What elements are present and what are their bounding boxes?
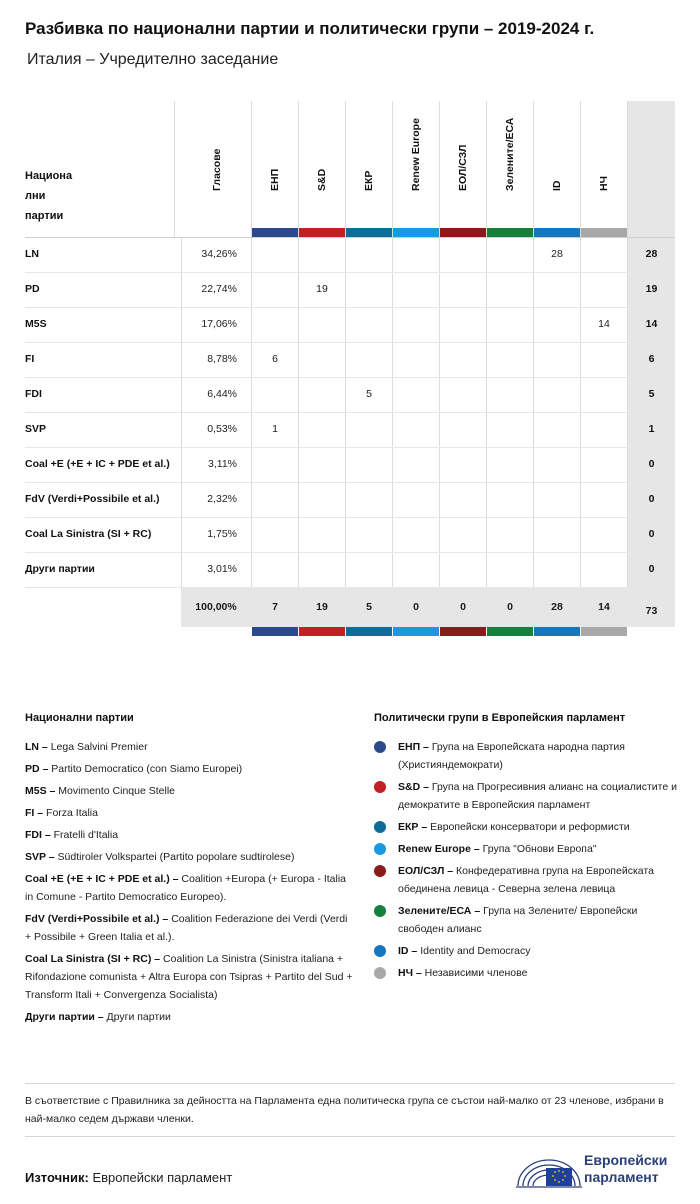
legend-dash: – bbox=[151, 953, 164, 965]
group-color-bar bbox=[346, 627, 392, 636]
legend-group-item bbox=[374, 902, 679, 938]
group-color-bar bbox=[487, 228, 533, 237]
legend-national bbox=[25, 738, 355, 1030]
row-divider bbox=[25, 307, 675, 308]
legend-desc: Група на Прогресивния алианс на социалистите и демократите в Европейския парламент bbox=[398, 781, 677, 811]
row-divider bbox=[25, 482, 675, 483]
seats-total: 19 bbox=[645, 283, 658, 295]
column-divider bbox=[174, 101, 175, 237]
legend-dash: – bbox=[39, 763, 52, 775]
legend-desc: Forza Italia bbox=[46, 807, 98, 819]
group-color-bar bbox=[487, 627, 533, 636]
legend-group-item bbox=[374, 942, 679, 960]
source bbox=[25, 1170, 232, 1185]
legend-dash: – bbox=[39, 741, 51, 753]
vote-share: 22,74% bbox=[201, 283, 237, 295]
seats-total: 0 bbox=[648, 458, 655, 470]
group-header-label: ЕОЛ/СЗЛ bbox=[457, 144, 469, 191]
group-column-header bbox=[594, 108, 614, 203]
page-title: Разбивка по национални партии и политически групи – 2019-2024 г. bbox=[25, 19, 595, 38]
seats-total: 28 bbox=[645, 248, 658, 260]
legend-abbr: SVP bbox=[25, 851, 46, 863]
legend-abbr: Renew Europe bbox=[398, 843, 471, 855]
header-divider bbox=[25, 237, 675, 238]
group-total: 0 bbox=[507, 601, 513, 613]
logo-line: Европейски bbox=[584, 1152, 668, 1168]
legend-dash: – bbox=[34, 807, 47, 819]
vote-share: 34,26% bbox=[201, 248, 237, 260]
votes-header-label: Гласове bbox=[211, 148, 223, 191]
seat-cell: 19 bbox=[316, 283, 328, 295]
party-name: LN bbox=[25, 248, 39, 260]
row-divider bbox=[25, 587, 675, 588]
group-header-label: Зелените/ЕСА bbox=[504, 117, 516, 191]
group-header-label: S&D bbox=[316, 168, 328, 191]
legend-desc: Европейски консерватори и реформисти bbox=[430, 821, 630, 833]
legend-abbr: S&D bbox=[398, 781, 421, 793]
group-color-dot-icon bbox=[374, 905, 386, 917]
legend-dash: – bbox=[41, 829, 54, 841]
column-divider bbox=[439, 101, 440, 587]
seats-total: 0 bbox=[648, 563, 655, 575]
legend-national-item bbox=[25, 950, 355, 1004]
column-divider bbox=[627, 101, 628, 587]
legend-dash: – bbox=[420, 741, 432, 753]
legend-abbr: PD bbox=[25, 763, 40, 775]
legend-abbr: Coal +E (+E + IC + PDE et al.) bbox=[25, 873, 170, 885]
group-total: 28 bbox=[551, 601, 563, 613]
group-color-dot-icon bbox=[374, 945, 386, 957]
legend-dash: – bbox=[444, 865, 457, 877]
legend-abbr: M5S bbox=[25, 785, 47, 797]
legend-dash: – bbox=[169, 873, 182, 885]
legend-dash: – bbox=[94, 1011, 107, 1023]
vote-share: 1,75% bbox=[207, 528, 237, 540]
group-total: 5 bbox=[366, 601, 372, 613]
legend-national-item bbox=[25, 826, 355, 844]
legend-group-item bbox=[374, 818, 679, 836]
legend-desc: Lega Salvini Premier bbox=[50, 741, 148, 753]
group-total: 7 bbox=[272, 601, 278, 613]
legend-desc: Други партии bbox=[106, 1011, 171, 1023]
column-divider bbox=[533, 101, 534, 587]
group-color-bar bbox=[252, 627, 298, 636]
legend-abbr: Coal La Sinistra (SI + RC) bbox=[25, 953, 152, 965]
legend-groups bbox=[374, 738, 679, 986]
legend-desc: Независими членове bbox=[424, 967, 528, 979]
legend-national-item bbox=[25, 870, 355, 906]
vote-share: 8,78% bbox=[207, 353, 237, 365]
row-divider bbox=[25, 342, 675, 343]
vote-share: 6,44% bbox=[207, 388, 237, 400]
legend-dash: – bbox=[418, 821, 431, 833]
legend-desc: Coalition La Sinistra (Sinistra italiana + Rifondazione comunista + Altra Europa con Tsipras + Partito del Sud + Transform Itali + Convergenza Socialista) bbox=[25, 953, 353, 1001]
legend-dash: – bbox=[159, 913, 172, 925]
vote-share: 2,32% bbox=[207, 493, 237, 505]
legend-dash: – bbox=[46, 785, 59, 797]
legend-desc: Coalition Federazione dei Verdi (Verdi + Possibile + Green Italia et al.). bbox=[25, 913, 348, 943]
seats-total: 1 bbox=[648, 423, 655, 435]
group-header-label: ID bbox=[551, 180, 563, 191]
group-header-label: НЧ bbox=[598, 176, 610, 191]
legend-desc: Група "Обнови Европа" bbox=[482, 843, 597, 855]
legend-national-item bbox=[25, 804, 355, 822]
legend-desc: Конфедеративна група на Европейската обединена левица - Северна зелена левица bbox=[398, 865, 654, 895]
national-parties-header bbox=[25, 166, 72, 226]
page-subtitle: Италия – Учредително заседание bbox=[27, 51, 279, 68]
seats-total: 0 bbox=[648, 493, 655, 505]
legend-dash: – bbox=[471, 905, 484, 917]
group-color-bar bbox=[299, 228, 345, 237]
vote-share: 17,06% bbox=[201, 318, 237, 330]
legend-dash: – bbox=[408, 945, 421, 957]
seats-total: 0 bbox=[648, 528, 655, 540]
legend-desc: Fratelli d'Italia bbox=[53, 829, 119, 841]
party-name: FDI bbox=[25, 388, 42, 400]
ep-logo-text bbox=[584, 1152, 667, 1186]
legend-abbr: Други партии bbox=[25, 1011, 95, 1023]
legend-national-item bbox=[25, 1008, 355, 1026]
party-name: FI bbox=[25, 353, 35, 365]
party-name: Coal La Sinistra (SI + RC) bbox=[25, 528, 152, 540]
source-value: Европейски парламент bbox=[92, 1170, 233, 1185]
group-color-bar bbox=[581, 627, 627, 636]
group-header-label: ЕКР bbox=[363, 170, 375, 191]
row-divider bbox=[25, 412, 675, 413]
column-divider bbox=[392, 101, 393, 587]
legend-desc: Südtiroler Volkspartei (Partito popolare sudtirolese) bbox=[57, 851, 295, 863]
column-divider bbox=[251, 101, 252, 587]
group-color-bar bbox=[534, 627, 580, 636]
group-total: 14 bbox=[598, 601, 610, 613]
group-color-dot-icon bbox=[374, 781, 386, 793]
legend-group-item bbox=[374, 778, 679, 814]
party-name: Coal +E (+E + IC + PDE et al.) bbox=[25, 458, 170, 470]
seat-cell: 1 bbox=[272, 423, 278, 435]
vote-share: 3,11% bbox=[208, 458, 237, 470]
group-color-bar bbox=[252, 228, 298, 237]
legend-abbr: ЕКР bbox=[398, 821, 419, 833]
national-header-line: партии bbox=[25, 210, 64, 222]
row-divider bbox=[25, 377, 675, 378]
legend-group-item bbox=[374, 738, 679, 774]
legend-dash: – bbox=[412, 967, 425, 979]
legend-abbr: FI bbox=[25, 807, 35, 819]
group-color-bar bbox=[440, 627, 486, 636]
seat-cell: 5 bbox=[366, 388, 372, 400]
group-column-header bbox=[359, 108, 379, 203]
group-color-dot-icon bbox=[374, 967, 386, 979]
legend-group-item bbox=[374, 964, 679, 982]
seat-cell: 6 bbox=[272, 353, 278, 365]
group-color-dot-icon bbox=[374, 821, 386, 833]
column-divider bbox=[486, 101, 487, 587]
row-divider bbox=[25, 552, 675, 553]
logo-line: парламент bbox=[584, 1169, 659, 1185]
row-divider bbox=[25, 447, 675, 448]
group-color-bar bbox=[393, 627, 439, 636]
footnote: В съответствие с Правилника за дейността на Парламента една политическа група се състои най-малко от 23 членове, избрани в най-малко седем държави членки. bbox=[25, 1095, 664, 1125]
legend-national-item bbox=[25, 760, 355, 778]
legend-groups-title: Политически групи в Европейския парламент bbox=[374, 712, 626, 724]
legend-desc: Movimento Cinque Stelle bbox=[58, 785, 176, 797]
legend-desc: Група на Европейската народна партия (Християндемократи) bbox=[398, 741, 625, 771]
legend-dash: – bbox=[45, 851, 58, 863]
divider bbox=[25, 1083, 675, 1084]
votes-column-header bbox=[207, 108, 227, 203]
group-header-label: ЕНП bbox=[269, 168, 281, 191]
group-color-bar bbox=[299, 627, 345, 636]
column-divider bbox=[580, 101, 581, 587]
legend-dash: – bbox=[470, 843, 483, 855]
legend-national-item bbox=[25, 782, 355, 800]
group-color-bar bbox=[440, 228, 486, 237]
seat-cell: 14 bbox=[598, 318, 610, 330]
group-column-header bbox=[453, 108, 473, 203]
group-column-header bbox=[547, 108, 567, 203]
legend-abbr: FdV (Verdi+Possibile et al.) bbox=[25, 913, 160, 925]
legend-abbr: Зелените/ЕСА bbox=[398, 905, 472, 917]
legend-dash: – bbox=[420, 781, 432, 793]
party-name: SVP bbox=[25, 423, 47, 435]
legend-abbr: FDI bbox=[25, 829, 42, 841]
group-color-bar bbox=[346, 228, 392, 237]
group-column-header bbox=[312, 108, 332, 203]
seats-total: 14 bbox=[645, 318, 658, 330]
legend-abbr: LN bbox=[25, 741, 39, 753]
legend-group-item bbox=[374, 840, 679, 858]
party-name: Други партии bbox=[25, 563, 95, 575]
national-header-line: лни bbox=[25, 190, 46, 202]
party-name: PD bbox=[25, 283, 40, 295]
row-divider bbox=[25, 272, 675, 273]
legend-national-item bbox=[25, 910, 355, 946]
column-divider bbox=[298, 101, 299, 587]
legend-abbr: ЕОЛ/СЗЛ bbox=[398, 865, 445, 877]
row-divider bbox=[25, 517, 675, 518]
legend-national-title: Национални партии bbox=[25, 712, 134, 724]
legend-abbr: ID bbox=[398, 945, 409, 957]
group-column-header bbox=[406, 108, 426, 203]
legend-desc: Partito Democratico (con Siamo Europei) bbox=[51, 763, 243, 775]
vote-share: 3,01% bbox=[207, 563, 237, 575]
group-color-dot-icon bbox=[374, 865, 386, 877]
legend-abbr: НЧ bbox=[398, 967, 413, 979]
group-total: 0 bbox=[413, 601, 419, 613]
column-divider bbox=[345, 101, 346, 587]
legend-desc: Coalition +Europa (+ Europa - Italia in Comune - Partito Democratico Europeo). bbox=[25, 873, 347, 903]
group-color-bar bbox=[581, 228, 627, 237]
grand-total-seats: 73 bbox=[645, 605, 658, 617]
group-column-header bbox=[500, 108, 520, 203]
legend-desc: Identity and Democracy bbox=[420, 945, 531, 957]
legend-group-item bbox=[374, 862, 679, 898]
legend-national-item bbox=[25, 738, 355, 756]
party-name: FdV (Verdi+Possibile et al.) bbox=[25, 493, 160, 505]
legend-desc: Група на Зелените/ Европейски свободен алианс bbox=[398, 905, 638, 935]
group-header-label: Renew Europe bbox=[410, 118, 422, 191]
legend-national-item bbox=[25, 848, 355, 866]
group-total: 0 bbox=[460, 601, 466, 613]
seat-cell: 28 bbox=[551, 248, 563, 260]
legend-abbr: ЕНП bbox=[398, 741, 421, 753]
seats-total: 6 bbox=[648, 353, 655, 365]
group-color-dot-icon bbox=[374, 843, 386, 855]
group-color-dot-icon bbox=[374, 741, 386, 753]
divider bbox=[25, 1136, 675, 1137]
national-header-line: Национа bbox=[25, 170, 73, 182]
seats-total: 5 bbox=[648, 388, 655, 400]
group-color-bar bbox=[534, 228, 580, 237]
group-total: 19 bbox=[316, 601, 328, 613]
group-column-header bbox=[265, 108, 285, 203]
source-label: Източник: bbox=[25, 1170, 89, 1185]
party-name: M5S bbox=[25, 318, 47, 330]
group-color-bar bbox=[393, 228, 439, 237]
total-votes: 100,00% bbox=[195, 601, 237, 613]
vote-share: 0,53% bbox=[207, 423, 237, 435]
